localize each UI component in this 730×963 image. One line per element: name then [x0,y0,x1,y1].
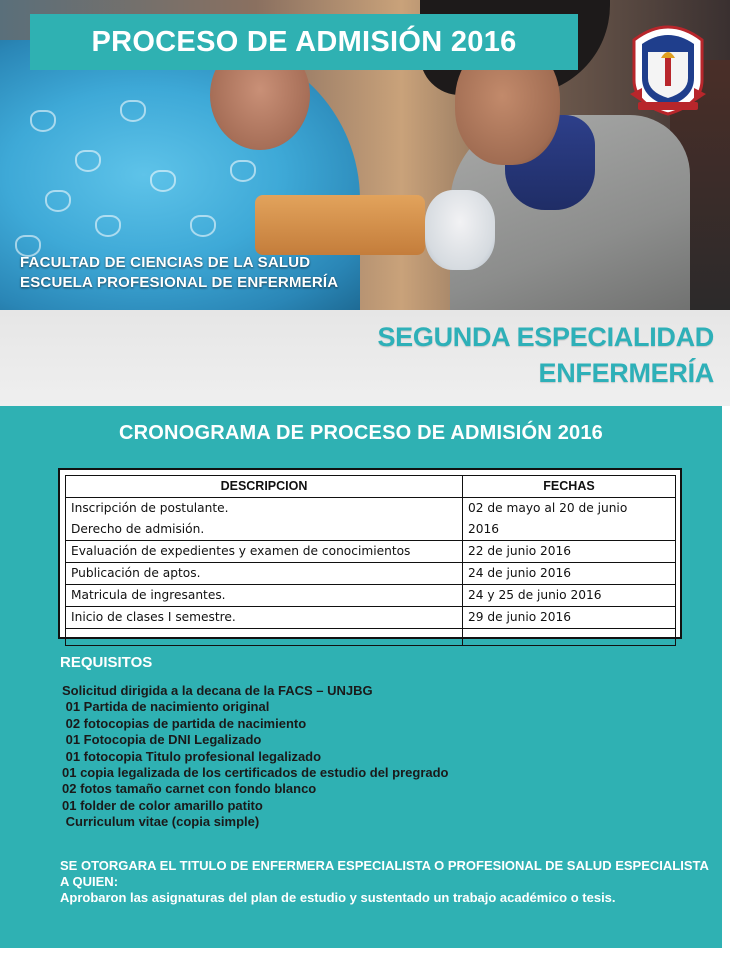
right-margin [722,406,730,948]
list-item: Curriculum vitae (copia simple) [62,814,260,830]
list-item: 01 copia legalizada de los certificados de estudio del pregrado [62,765,449,781]
faculty-name: FACULTAD DE CIENCIAS DE LA SALUD [20,254,311,271]
baby [425,190,495,270]
row-date [463,629,676,646]
hero-photo [0,0,730,310]
university-seal-logo [628,18,708,118]
table-row [66,541,676,563]
degree-note-body: Aprobaron las asignaturas del plan de estudio y sustentado un trabajo académico o tesis. [60,890,616,905]
table-row-empty [66,629,676,646]
specialty-line-1: SEGUNDA ESPECIALIDAD [377,322,714,352]
row-date: 29 de junio 2016 [463,607,676,629]
row-description: Evaluación de expedientes y examen de conocimientos [66,541,463,563]
row-description: Inscripción de postulante. [66,498,463,520]
row-date: 02 de mayo al 20 de junio [463,498,676,520]
degree-note-heading: SE OTORGARA EL TITULO DE ENFERMERA ESPECIALISTA O PROFESIONAL DE SALUD ESPECIALISTA A QUIEN: [60,858,709,889]
schedule-title: CRONOGRAMA DE PROCESO DE ADMISIÓN 2016 [119,422,603,444]
requirements-title: REQUISITOS [60,654,153,671]
table-row [66,585,676,607]
list-item: 01 Fotocopia de DNI Legalizado [62,732,262,748]
table [255,195,425,255]
table-row [66,563,676,585]
table-header-row [66,476,676,498]
title-banner [30,14,578,70]
list-item: 01 fotocopia Titulo profesional legalizado [62,748,322,764]
faculty-caption [20,253,338,293]
main-panel [0,406,722,948]
row-description: Derecho de admisión. [66,519,463,541]
row-date: 22 de junio 2016 [463,541,676,563]
row-description: Publicación de aptos. [66,563,463,585]
table-row [66,607,676,629]
row-date: 24 y 25 de junio 2016 [463,585,676,607]
table-row [66,498,676,520]
row-date: 2016 [463,519,676,541]
list-item: 02 fotocopias de partida de nacimiento [62,715,307,731]
degree-note [60,858,710,906]
requirements-list [62,683,449,831]
specialty-line-2: ENFERMERÍA [538,358,714,388]
list-item: 01 Partida de nacimiento original [62,699,270,715]
table-row [66,519,676,541]
row-description [66,629,463,646]
header-description: DESCRIPCION [66,476,463,498]
schedule-box [58,468,682,639]
school-name: ESCUELA PROFESIONAL DE ENFERMERÍA [20,274,339,291]
row-date: 24 de junio 2016 [463,563,676,585]
list-item: 02 fotos tamaño carnet con fondo blanco [62,781,317,797]
list-item: 01 folder de color amarillo patito [62,797,263,813]
row-description: Matricula de ingresantes. [66,585,463,607]
row-description: Inicio de clases I semestre. [66,607,463,629]
page-title: PROCESO DE ADMISIÓN 2016 [91,25,517,58]
list-item: Solicitud dirigida a la decana de la FACS – UNJBG [62,683,373,698]
schedule-table [65,475,676,646]
bottom-margin [0,948,730,963]
specialty-band [0,310,730,406]
header-dates: FECHAS [463,476,676,498]
